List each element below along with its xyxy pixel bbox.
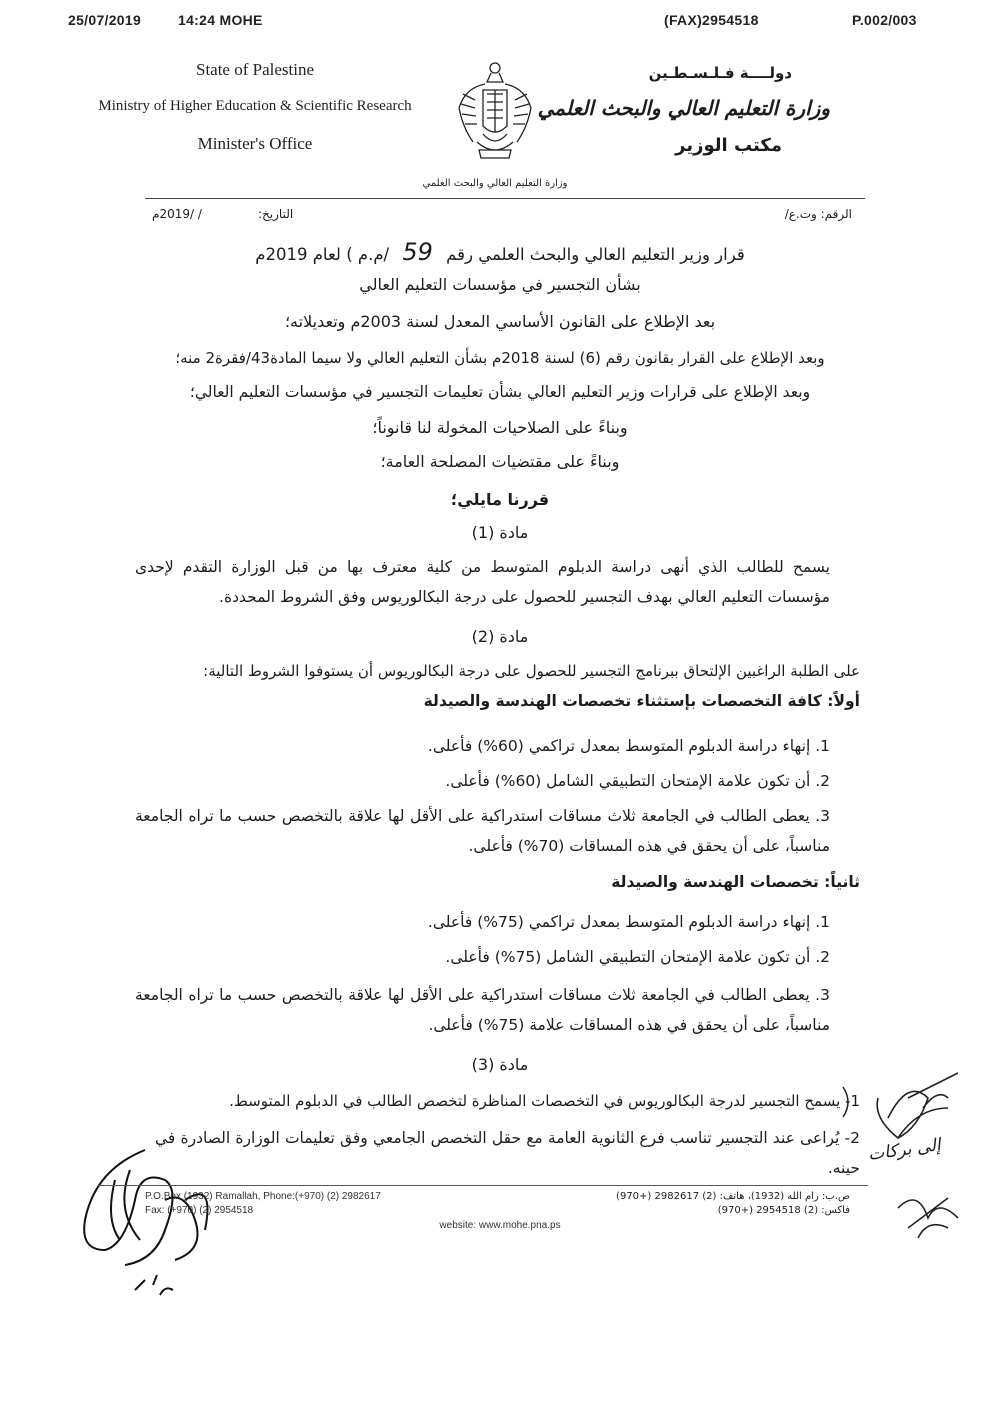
footer-divider: [98, 1185, 868, 1186]
section-2-heading: ثانياً: تخصصات الهندسة والصيدلة: [611, 873, 860, 891]
date-label: التاريخ:: [258, 207, 294, 221]
letterhead-en-country: State of Palestine: [195, 60, 315, 79]
article-2-intro: على الطلبة الراغبين الإلتحاق ببرنامج التجسير للحصول على درجة البكالوريوس أن يستوفوا الشروط التالية:: [203, 662, 860, 680]
fax-date: 25/07/2019: [68, 12, 142, 28]
preamble-line: وبعد الإطلاع على القرار بقانون رقم (6) لسنة 2018م بشأن التعليم العالي ولا سيما المادة43/فقرة2 منه؛: [175, 349, 825, 367]
header-divider: [145, 198, 865, 199]
emblem-caption: وزارة التعليم العالي والبحث العلمي: [422, 178, 568, 189]
decision-number: 59: [402, 238, 433, 266]
footer-en-fax: Fax: (+970) (2) 2954518: [145, 1205, 254, 1216]
list-item: 1- يسمح التجسير لدرجة البكالوريوس في التخصصات المناظرة لتخصص الطالب في الدبلوم المتوسط.: [229, 1092, 860, 1110]
fax-number: (FAX)2954518: [664, 12, 759, 28]
preamble-line: وبناءً على مقتضيات المصلحة العامة؛: [380, 452, 620, 471]
section-1-heading: أولاً: كافة التخصصات بإستثناء تخصصات الهندسة والصيدلة: [423, 692, 860, 710]
list-item: 3. يعطى الطالب في الجامعة ثلاث مساقات استدراكية على الأقل لها علاقة بالتخصص حسب ما تراه الجامعة مناسباً، على أن يحقق في هذه المساقات (70%) فأعلى.: [135, 807, 830, 855]
list-item: 3. يعطى الطالب في الجامعة ثلاث مساقات استدراكية على الأقل لها علاقة بالتخصص حسب ما تراه الجامعة مناسباً، على أن يحقق في هذه المساقات علامة (75%) فأعلى.: [135, 986, 830, 1034]
fax-time-source: 14:24 MOHE: [178, 12, 263, 28]
fax-page-number: P.002/003: [852, 12, 917, 28]
decision-title-part1: قرار وزير التعليم العالي والبحث العلمي رقم: [446, 245, 745, 264]
list-item: 2- يُراعى عند التجسير تناسب فرع الثانوية العامة مع حقل التخصص الجامعي وفق تعليمات الوزارة الصادرة في حينه.: [155, 1129, 860, 1177]
resolved-heading: قررنا مايلي؛: [450, 490, 550, 509]
article-2-heading: مادة (2): [471, 627, 529, 646]
decision-title-part2: /م.م ) لعام 2019م: [255, 245, 390, 264]
bracket-mark: [838, 1082, 858, 1122]
handwritten-note: إلى بركات: [866, 1135, 942, 1165]
letterhead-ar-office: مكتب الوزير: [675, 135, 782, 156]
preamble-line: وبناءً على الصلاحيات المخولة لنا قانوناً؛: [372, 418, 628, 437]
reference-number-label: الرقم: وت.ع/: [784, 207, 852, 221]
date-value: / /2019م: [152, 207, 202, 221]
letterhead-en-office: Minister's Office: [197, 134, 313, 153]
footer-en-address: P.O.Box (1932) Ramallah, Phone:(+970) (2) 2982617: [145, 1191, 381, 1202]
footer-website: website: www.mohe.pna.ps: [439, 1220, 561, 1231]
article-3-heading: مادة (3): [471, 1055, 529, 1074]
article-1-text: يسمح للطالب الذي أنهى دراسة الدبلوم المتوسط من كلية معترف بها من قبل الوزارة التقدم لإحدى مؤسسات التعليم العالي بهدف التجسير للحصول على درجة البكالوريوس وفق الشروط المحددة.: [135, 558, 830, 606]
preamble-line: وبعد الإطلاع على قرارات وزير التعليم العالي بشأن تعليمات التجسير في مؤسسات التعليم العالي؛: [189, 383, 811, 401]
list-item: 1. إنهاء دراسة الدبلوم المتوسط بمعدل تراكمي (60%) فأعلى.: [427, 737, 830, 755]
article-1-heading: مادة (1): [471, 523, 529, 542]
letterhead-en-ministry: Ministry of Higher Education & Scientific Research: [98, 98, 412, 114]
decision-subject: بشأن التجسير في مؤسسات التعليم العالي: [359, 275, 641, 294]
palestine-eagle-emblem: [455, 58, 535, 176]
list-item: 2. أن تكون علامة الإمتحان التطبيقي الشامل (75%) فأعلى.: [445, 948, 830, 966]
letterhead-ar-country: دولــــة فـلـسـطـين: [648, 64, 792, 82]
preamble-line: بعد الإطلاع على القانون الأساسي المعدل لسنة 2003م وتعديلاته؛: [284, 312, 716, 331]
footer-ar-address: ص.ب: رام الله (1932)، هاتف: (2) 2982617 (+970): [616, 1191, 850, 1202]
list-item: 1. إنهاء دراسة الدبلوم المتوسط بمعدل تراكمي (75%) فأعلى.: [427, 913, 830, 931]
decision-title: [0, 238, 1000, 266]
list-item: 2. أن تكون علامة الإمتحان التطبيقي الشامل (60%) فأعلى.: [445, 772, 830, 790]
footer-ar-fax: فاكس: (2) 2954518 (+970): [717, 1205, 850, 1216]
letterhead-ar-ministry: وزارة التعليم العالي والبحث العلمي: [537, 96, 830, 120]
